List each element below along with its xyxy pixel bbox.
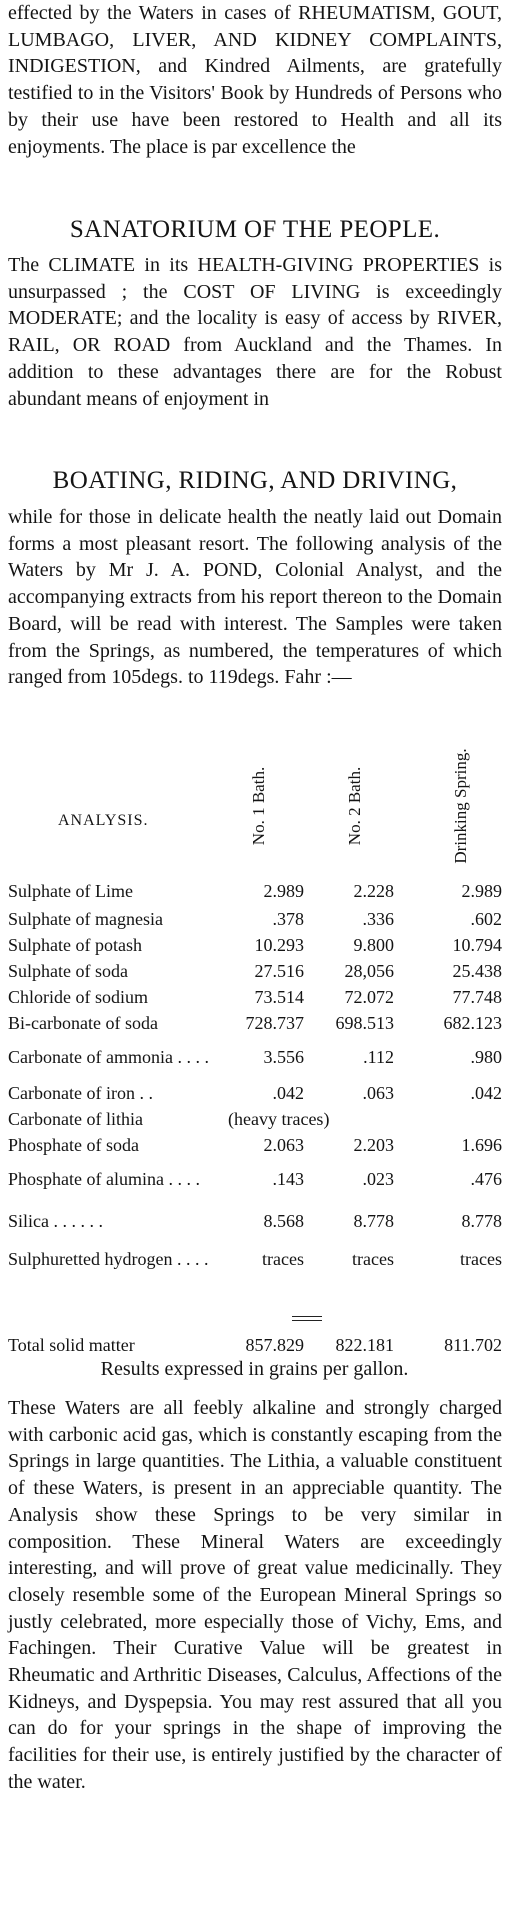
value-no2: .063: [362, 1083, 394, 1103]
row-label: Sulphate of potash: [8, 935, 142, 955]
table-row: [8, 1106, 502, 1132]
row-label: Carbonate of ammonia . . . .: [8, 1047, 209, 1067]
value-drinking: .980: [470, 1047, 502, 1067]
row-label: Phosphate of alumina . . . .: [8, 1169, 200, 1189]
table-row: [8, 1010, 502, 1036]
value-no2: .023: [362, 1169, 394, 1189]
row-label: Bi-carbonate of soda: [8, 1013, 158, 1033]
table-row: [8, 1132, 502, 1158]
row-label: Carbonate of iron . .: [8, 1083, 153, 1103]
table-row: [8, 1246, 502, 1272]
table-row: [8, 932, 502, 958]
value-drinking: .042: [470, 1083, 502, 1103]
value-no1: 8.568: [263, 1211, 304, 1231]
value-drinking: 682.123: [443, 1013, 502, 1033]
value-drinking: traces: [460, 1249, 502, 1269]
table-row: [8, 958, 502, 984]
value-no1: .042: [272, 1083, 304, 1103]
value-no1: 728.737: [245, 1013, 304, 1033]
value-no1: 73.514: [254, 987, 304, 1007]
value-no2: .112: [363, 1047, 394, 1067]
total-value-no2: 822.181: [335, 1335, 394, 1355]
column-header-no2-bath: No. 2 Bath.: [345, 766, 364, 846]
table-row: [8, 1208, 502, 1234]
value-no1: 10.293: [254, 935, 304, 955]
value-no1: 2.063: [263, 1135, 304, 1155]
row-label: Sulphate of soda: [8, 961, 128, 981]
value-no2: 698.513: [335, 1013, 394, 1033]
value-no2: 8.778: [353, 1211, 394, 1231]
table-row: [8, 1166, 502, 1192]
table-row: [8, 1044, 502, 1070]
total-value-no1: 857.829: [245, 1335, 304, 1355]
total-value-drinking: 811.702: [444, 1335, 502, 1355]
column-header-drinking-spring: Drinking Spring.: [451, 748, 470, 864]
value-no1: traces: [262, 1249, 304, 1269]
value-drinking: 2.989: [461, 881, 502, 901]
domain-paragraph: while for those in delicate health the neatly laid out Domain forms a most pleasant resort. The following analysis of the Waters by Mr J. A. POND, Colonial Analyst, and the accompanying extracts from his report thereon to the Domain Board, will be read with interest. The Samples were taken from the Springs, as numbered, the temperatures of which ranged from 105degs. to 119degs. Fahr :—: [8, 506, 502, 689]
value-drinking: 25.438: [452, 961, 502, 981]
value-no2: 2.228: [353, 881, 394, 901]
table-row: [8, 1080, 502, 1106]
analysis-title: ANALYSIS.: [58, 812, 149, 829]
column-header-no1-bath: No. 1 Bath.: [249, 766, 268, 846]
intro-paragraph: effected by the Waters in cases of RHEUMATISM, GOUT, LUMBAGO, LIVER, AND KIDNEY COMPLAINTS, INDIGESTION, and Kindred Ailments, are gratefully testified to in the Visitors' Book by Hundreds of Persons who by their use have been restored to Health and all its enjoyments. The place is par excellence the: [8, 2, 502, 158]
subtotal-rule: [292, 1316, 322, 1317]
value-no2: 72.072: [344, 987, 394, 1007]
row-label: Chloride of sodium: [8, 987, 148, 1007]
analysis-table-header: [0, 748, 509, 874]
table-caption: Results expressed in grains per gallon.: [100, 1358, 409, 1380]
row-label: Carbonate of lithia: [8, 1109, 143, 1129]
closing-paragraph: These Waters are all feebly alkaline and strongly charged with carbonic acid gas, which is constantly escaping from the Springs in large quantities. The Lithia, a valuable constituent of these Waters, is present in an appreciable quantity. The Analysis show these Springs to be very similar in composition. These Mineral Waters are exceedingly interesting, and will prove of great value medicinally. They closely resemble some of the European Mineral Springs so justly celebrated, more especially those of Vichy, Ems, and Fachingen. Their Curative Value will be greatest in Rheumatic and Arthritic Diseases, Calculus, Affections of the Kidneys, and Dyspepsia. You may rest assured that all you can do for your springs in the shape of improving the facilities for their use, is entirely justified by the character of the water.: [8, 1397, 502, 1793]
value-drinking: .476: [470, 1169, 502, 1189]
value-drinking: 8.778: [461, 1211, 502, 1231]
value-drinking: 10.794: [452, 935, 502, 955]
value-no1: 27.516: [254, 961, 304, 981]
table-row: [8, 906, 502, 932]
row-label: Sulphate of magnesia: [8, 909, 163, 929]
table-row: [8, 878, 502, 904]
value-no2: 28,056: [344, 961, 394, 981]
value-no2: 2.203: [353, 1135, 394, 1155]
heading-sanatorium: SANATORIUM OF THE PEOPLE.: [69, 216, 441, 243]
row-label: Sulphate of Lime: [8, 881, 133, 901]
row-spanning-value: (heavy traces): [228, 1109, 330, 1129]
row-label: Silica . . . . . .: [8, 1211, 103, 1231]
value-no1: .378: [272, 909, 304, 929]
table-total-row: [8, 1332, 502, 1358]
climate-paragraph: The CLIMATE in its HEALTH-GIVING PROPERTIES is unsurpassed ; the COST OF LIVING is exceedingly MODERATE; and the locality is easy of access by RIVER, RAIL, OR ROAD from Auckland and the Thames. In addition to these advantages there are for the Robust abundant means of enjoyment in: [8, 254, 502, 410]
value-drinking: .602: [470, 909, 502, 929]
subtotal-rule: [292, 1320, 322, 1321]
value-drinking: 77.748: [452, 987, 502, 1007]
value-drinking: 1.696: [461, 1135, 502, 1155]
row-label: Sulphuretted hydrogen . . . .: [8, 1249, 209, 1269]
value-no1: 3.556: [263, 1047, 304, 1067]
table-row: [8, 984, 502, 1010]
total-label: Total solid matter: [8, 1335, 135, 1355]
row-label: Phosphate of soda: [8, 1135, 139, 1155]
heading-boating: BOATING, RIDING, AND DRIVING,: [52, 467, 458, 494]
value-no2: traces: [352, 1249, 394, 1269]
value-no2: .336: [362, 909, 394, 929]
value-no1: .143: [272, 1169, 304, 1189]
value-no2: 9.800: [353, 935, 394, 955]
value-no1: 2.989: [263, 881, 304, 901]
